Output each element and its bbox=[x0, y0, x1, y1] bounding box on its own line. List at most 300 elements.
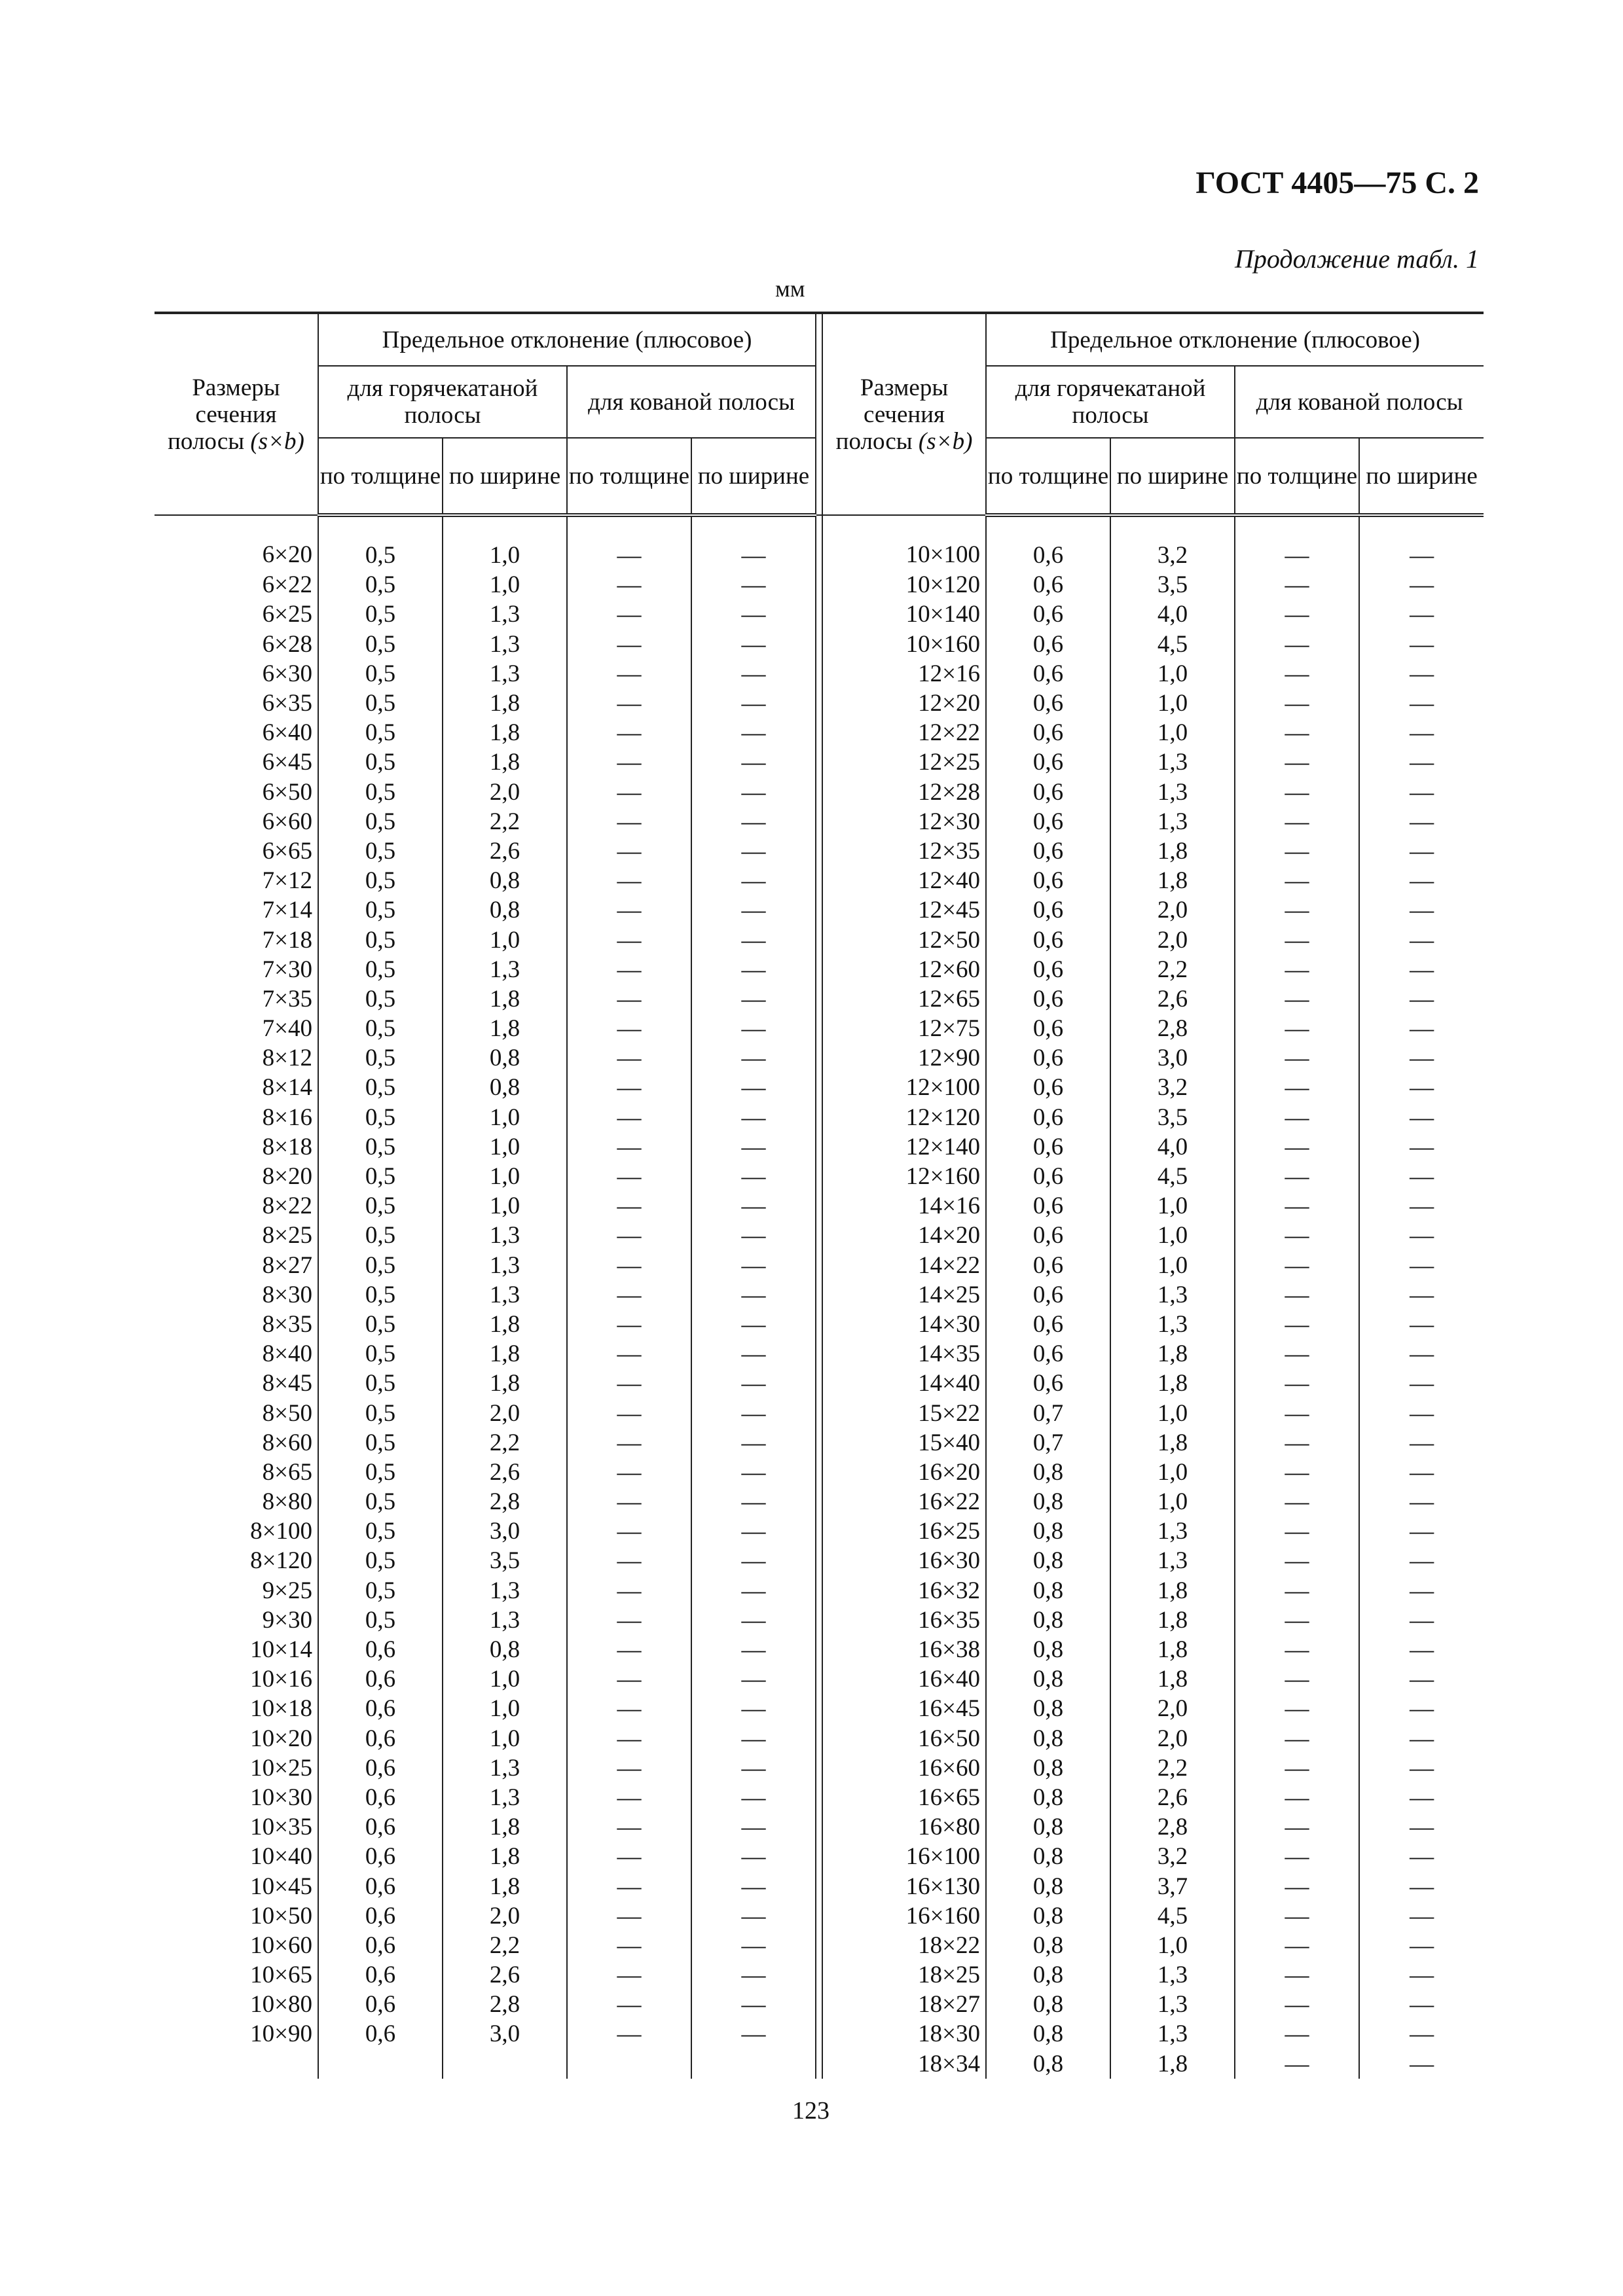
forged-width-cell: — bbox=[1359, 630, 1484, 659]
size-cell: 6×20 bbox=[262, 541, 312, 569]
hot-thickness-cell: 0,6 bbox=[986, 515, 1110, 570]
forged-width-cell: — bbox=[1359, 984, 1484, 1014]
forged-width-cell: — bbox=[691, 1931, 816, 1960]
hot-thickness-cell: 0,6 bbox=[318, 1901, 443, 1931]
forged-thickness-cell: — bbox=[1235, 1487, 1359, 1516]
hot-width-cell: 0,8 bbox=[443, 1635, 567, 1664]
forged-width-cell: — bbox=[1359, 1191, 1484, 1221]
hot-width-cell: 1,8 bbox=[1110, 1605, 1235, 1635]
forged-thickness-cell: — bbox=[567, 1635, 691, 1664]
hot-width-cell: 0,8 bbox=[443, 895, 567, 925]
hot-thickness-cell: 0,8 bbox=[986, 1753, 1110, 1783]
size-cell: 8×16 bbox=[262, 1103, 312, 1131]
table-row bbox=[155, 1931, 1484, 1960]
forged-thickness-cell: — bbox=[1235, 1724, 1359, 1753]
column-separator bbox=[816, 630, 822, 659]
column-separator bbox=[816, 515, 822, 570]
forged-thickness-cell: — bbox=[1235, 1605, 1359, 1635]
column-separator bbox=[816, 1694, 822, 1723]
forged-thickness-cell: — bbox=[567, 1043, 691, 1073]
size-cell: 8×25 bbox=[262, 1222, 312, 1249]
forged-thickness-cell: — bbox=[1235, 1931, 1359, 1960]
hot-thickness-cell: 0,5 bbox=[318, 1369, 443, 1398]
size-cell: 18×22 bbox=[822, 1931, 986, 1960]
forged-thickness-cell: — bbox=[567, 1576, 691, 1605]
hot-width-cell: 1,8 bbox=[1110, 1576, 1235, 1605]
size-cell: 16×35 bbox=[822, 1605, 986, 1635]
table-row bbox=[155, 689, 1484, 718]
hot-width-cell: 1,0 bbox=[443, 570, 567, 600]
table-row bbox=[155, 1487, 1484, 1516]
size-cell: 12×65 bbox=[822, 984, 986, 1014]
size-cell: 15×40 bbox=[822, 1428, 986, 1458]
hot-width-cell: 1,0 bbox=[443, 1694, 567, 1723]
table-row bbox=[155, 778, 1484, 807]
forged-thickness-cell: — bbox=[567, 515, 691, 570]
forged-thickness-cell: — bbox=[1235, 1458, 1359, 1487]
column-separator bbox=[816, 747, 822, 777]
hot-thickness-cell: 0,6 bbox=[986, 1339, 1110, 1369]
hot-thickness-cell: 0,6 bbox=[318, 1694, 443, 1723]
tolerance-header: Предельное отклонение (плюсовое) bbox=[986, 313, 1484, 366]
forged-width-cell: — bbox=[691, 1576, 816, 1605]
column-separator bbox=[816, 1073, 822, 1102]
hot-thickness-cell: 0,7 bbox=[986, 1398, 1110, 1427]
hot-width-cell: 2,6 bbox=[443, 1960, 567, 1990]
column-separator bbox=[816, 1990, 822, 2019]
size-cell: 10×30 bbox=[250, 1784, 312, 1811]
hot-width-cell: 1,8 bbox=[1110, 1339, 1235, 1369]
hot-width-cell: 1,0 bbox=[443, 1103, 567, 1132]
hot-thickness-cell: 0,6 bbox=[986, 659, 1110, 689]
hot-thickness-cell: 0,6 bbox=[318, 1960, 443, 1990]
hot-thickness-cell: 0,6 bbox=[986, 1221, 1110, 1250]
hot-thickness-cell: 0,6 bbox=[318, 1842, 443, 1871]
forged-width-cell: — bbox=[1359, 515, 1484, 570]
hot-thickness-cell: 0,5 bbox=[318, 1073, 443, 1102]
forged-thickness-cell: — bbox=[1235, 1990, 1359, 2019]
hot-thickness-cell: 0,6 bbox=[318, 1871, 443, 1901]
column-separator bbox=[816, 1664, 822, 1694]
forged-width-cell: — bbox=[1359, 1162, 1484, 1191]
hot-thickness-cell: 0,5 bbox=[318, 1191, 443, 1221]
column-separator bbox=[816, 313, 822, 515]
hot-width-cell: 2,6 bbox=[443, 836, 567, 866]
hot-thickness-cell: 0,6 bbox=[318, 1753, 443, 1783]
table-row bbox=[155, 1428, 1484, 1458]
forged-thickness-cell: — bbox=[567, 1162, 691, 1191]
hot-width-cell: 2,8 bbox=[443, 1487, 567, 1516]
column-separator bbox=[816, 1132, 822, 1162]
hot-thickness-cell: 0,5 bbox=[318, 1428, 443, 1458]
forged-thickness-cell: — bbox=[567, 1960, 691, 1990]
forged-thickness-cell: — bbox=[1235, 836, 1359, 866]
hot-thickness-cell: 0,5 bbox=[318, 689, 443, 718]
forged-width-cell: — bbox=[691, 925, 816, 954]
hot-width-cell: 3,2 bbox=[1110, 1842, 1235, 1871]
size-cell: 16×38 bbox=[822, 1635, 986, 1664]
hot-width-cell: 1,3 bbox=[443, 1576, 567, 1605]
hot-width-cell: 1,0 bbox=[443, 1162, 567, 1191]
hot-thickness-cell: 0,8 bbox=[986, 2019, 1110, 2049]
hot-width-cell: 1,0 bbox=[1110, 1191, 1235, 1221]
size-cell: 8×14 bbox=[262, 1074, 312, 1102]
forged-thickness-cell: — bbox=[1235, 984, 1359, 1014]
thickness-header: по толщине bbox=[1235, 438, 1359, 515]
size-cell: 10×80 bbox=[250, 1991, 312, 2018]
size-cell: 16×30 bbox=[822, 1546, 986, 1575]
forged-width-cell: — bbox=[691, 659, 816, 689]
forged-width-cell: — bbox=[1359, 1842, 1484, 1871]
forged-width-cell: — bbox=[691, 718, 816, 747]
forged-thickness-cell: — bbox=[1235, 1753, 1359, 1783]
forged-thickness-cell: — bbox=[567, 689, 691, 718]
hot-thickness-cell: 0,6 bbox=[986, 1014, 1110, 1043]
forged-width-cell: — bbox=[691, 1043, 816, 1073]
size-cell: 12×28 bbox=[822, 778, 986, 807]
hot-width-cell: 1,8 bbox=[443, 984, 567, 1014]
table-row bbox=[155, 1753, 1484, 1783]
forged-thickness-cell: — bbox=[1235, 1694, 1359, 1723]
forged-thickness-cell: — bbox=[1235, 570, 1359, 600]
forged-thickness-cell: — bbox=[1235, 1162, 1359, 1191]
size-cell: 8×50 bbox=[262, 1399, 312, 1427]
hot-width-cell: 1,0 bbox=[1110, 1221, 1235, 1250]
table-row bbox=[155, 1871, 1484, 1901]
forged-width-cell: — bbox=[691, 1162, 816, 1191]
forged-width-cell: — bbox=[1359, 570, 1484, 600]
forged-width-cell: — bbox=[1359, 718, 1484, 747]
hot-width-cell: 1,8 bbox=[443, 1871, 567, 1901]
size-cell: 12×120 bbox=[822, 1103, 986, 1132]
hot-thickness-cell: 0,6 bbox=[986, 1043, 1110, 1073]
column-separator bbox=[816, 1369, 822, 1398]
size-cell: 12×25 bbox=[822, 747, 986, 777]
forged-thickness-cell: — bbox=[567, 1783, 691, 1812]
forged-thickness-cell: — bbox=[567, 925, 691, 954]
forged-thickness-cell: — bbox=[1235, 630, 1359, 659]
forged-width-cell: — bbox=[691, 630, 816, 659]
column-separator bbox=[816, 1516, 822, 1546]
hot-width-cell: 1,8 bbox=[1110, 1664, 1235, 1694]
forged-width-cell: — bbox=[691, 778, 816, 807]
hot-width-cell: 1,3 bbox=[1110, 1280, 1235, 1310]
forged-width-cell: — bbox=[691, 1871, 816, 1901]
hot-width-cell: 1,8 bbox=[443, 1842, 567, 1871]
forged-thickness-cell: — bbox=[1235, 1871, 1359, 1901]
forged-header: для кованой полосы bbox=[567, 366, 816, 438]
forged-width-cell: — bbox=[1359, 600, 1484, 629]
hot-thickness-cell: 0,5 bbox=[318, 1339, 443, 1369]
hot-thickness-cell: 0,6 bbox=[986, 1310, 1110, 1339]
forged-width-cell: — bbox=[1359, 1428, 1484, 1458]
table-row bbox=[155, 1162, 1484, 1191]
hot-width-cell: 2,0 bbox=[443, 778, 567, 807]
forged-thickness-cell: — bbox=[1235, 718, 1359, 747]
forged-width-cell: — bbox=[691, 1398, 816, 1427]
size-cell: 8×40 bbox=[262, 1340, 312, 1368]
table-row bbox=[155, 515, 1484, 570]
size-cell: 8×35 bbox=[262, 1310, 312, 1338]
forged-thickness-cell: — bbox=[1235, 1635, 1359, 1664]
hot-thickness-cell bbox=[318, 2049, 443, 2079]
hot-thickness-cell: 0,5 bbox=[318, 955, 443, 984]
forged-thickness-cell: — bbox=[1235, 895, 1359, 925]
forged-width-cell: — bbox=[691, 1191, 816, 1221]
hot-width-cell: 1,8 bbox=[443, 1014, 567, 1043]
column-separator bbox=[816, 1043, 822, 1073]
table-row bbox=[155, 1694, 1484, 1723]
size-cell: 12×50 bbox=[822, 925, 986, 954]
forged-width-cell: — bbox=[1359, 747, 1484, 777]
size-cell: 10×160 bbox=[822, 630, 986, 659]
forged-width-cell: — bbox=[691, 747, 816, 777]
size-cell: 16×100 bbox=[822, 1842, 986, 1871]
hot-width-cell: 1,0 bbox=[1110, 1251, 1235, 1280]
width-header: по ширине bbox=[1359, 438, 1484, 515]
forged-width-cell: — bbox=[691, 1783, 816, 1812]
forged-width-cell: — bbox=[691, 1132, 816, 1162]
size-cell: 10×140 bbox=[822, 600, 986, 629]
hot-thickness-cell: 0,8 bbox=[986, 1487, 1110, 1516]
hot-width-cell: 0,8 bbox=[443, 1073, 567, 1102]
forged-header: для кованой полосы bbox=[1235, 366, 1484, 438]
hot-width-cell: 3,0 bbox=[443, 1516, 567, 1546]
forged-width-cell: — bbox=[691, 1251, 816, 1280]
forged-thickness-cell: — bbox=[567, 1221, 691, 1250]
size-cell: 18×27 bbox=[822, 1990, 986, 2019]
table-continuation-label: Продолжение табл. 1 bbox=[1234, 244, 1479, 274]
hot-thickness-cell: 0,8 bbox=[986, 1812, 1110, 1842]
hot-width-cell: 1,0 bbox=[1110, 1931, 1235, 1960]
tolerance-header: Предельное отклонение (плюсовое) bbox=[318, 313, 816, 366]
forged-thickness-cell: — bbox=[567, 1132, 691, 1162]
hot-thickness-cell: 0,5 bbox=[318, 836, 443, 866]
size-cell: 16×60 bbox=[822, 1753, 986, 1783]
size-cell: 6×65 bbox=[262, 837, 312, 865]
forged-thickness-cell: — bbox=[567, 570, 691, 600]
forged-thickness-cell: — bbox=[1235, 1280, 1359, 1310]
forged-thickness-cell: — bbox=[567, 1310, 691, 1339]
hot-thickness-cell: 0,5 bbox=[318, 659, 443, 689]
forged-thickness-cell: — bbox=[1235, 955, 1359, 984]
width-header: по ширине bbox=[443, 438, 567, 515]
size-cell: 10×20 bbox=[250, 1725, 312, 1752]
hot-width-cell: 1,8 bbox=[1110, 866, 1235, 895]
forged-thickness-cell: — bbox=[1235, 1014, 1359, 1043]
hot-thickness-cell: 0,6 bbox=[986, 1191, 1110, 1221]
hot-thickness-cell: 0,8 bbox=[986, 1458, 1110, 1487]
hot-width-cell: 4,0 bbox=[1110, 600, 1235, 629]
hot-width-cell: 1,3 bbox=[443, 1605, 567, 1635]
document-title: ГОСТ 4405—75 С. 2 bbox=[1195, 166, 1479, 200]
size-cell: 18×34 bbox=[822, 2049, 986, 2079]
forged-width-cell: — bbox=[1359, 807, 1484, 836]
forged-thickness-cell: — bbox=[1235, 2019, 1359, 2049]
size-cell: 7×35 bbox=[262, 985, 312, 1013]
size-cell: 14×22 bbox=[822, 1251, 986, 1280]
hot-thickness-cell: 0,5 bbox=[318, 778, 443, 807]
hot-width-cell: 1,0 bbox=[443, 1664, 567, 1694]
table-row bbox=[155, 1132, 1484, 1162]
forged-thickness-cell: — bbox=[567, 866, 691, 895]
forged-thickness-cell: — bbox=[567, 1871, 691, 1901]
hot-thickness-cell: 0,5 bbox=[318, 1487, 443, 1516]
hot-width-cell: 1,0 bbox=[443, 1132, 567, 1162]
forged-thickness-cell: — bbox=[567, 1842, 691, 1871]
hot-width-cell: 1,0 bbox=[1110, 1487, 1235, 1516]
hot-width-cell: 0,8 bbox=[443, 1043, 567, 1073]
column-separator bbox=[816, 1546, 822, 1575]
column-separator bbox=[816, 1310, 822, 1339]
table-row bbox=[155, 984, 1484, 1014]
hot-thickness-cell: 0,6 bbox=[986, 718, 1110, 747]
table-body bbox=[155, 515, 1484, 2079]
forged-thickness-cell: — bbox=[1235, 1576, 1359, 1605]
forged-width-cell: — bbox=[691, 1960, 816, 1990]
hot-thickness-cell: 0,6 bbox=[986, 955, 1110, 984]
forged-width-cell: — bbox=[1359, 1694, 1484, 1723]
hot-thickness-cell: 0,5 bbox=[318, 1043, 443, 1073]
size-cell: 16×50 bbox=[822, 1724, 986, 1753]
forged-thickness-cell: — bbox=[567, 1428, 691, 1458]
size-cell: 14×16 bbox=[822, 1191, 986, 1221]
hot-width-cell: 1,3 bbox=[443, 1280, 567, 1310]
forged-width-cell: — bbox=[691, 689, 816, 718]
forged-thickness-cell: — bbox=[1235, 1428, 1359, 1458]
forged-thickness-cell: — bbox=[567, 1724, 691, 1753]
forged-width-cell: — bbox=[1359, 1576, 1484, 1605]
hot-width-cell: 2,0 bbox=[1110, 925, 1235, 954]
forged-width-cell: — bbox=[691, 1428, 816, 1458]
size-cell: 16×160 bbox=[822, 1901, 986, 1931]
hot-width-cell: 1,0 bbox=[443, 515, 567, 570]
hot-width-cell: 1,8 bbox=[1110, 1369, 1235, 1398]
forged-width-cell: — bbox=[1359, 778, 1484, 807]
table-row bbox=[155, 1398, 1484, 1427]
column-separator bbox=[816, 1339, 822, 1369]
forged-width-cell: — bbox=[1359, 1871, 1484, 1901]
forged-thickness-cell: — bbox=[567, 659, 691, 689]
hot-width-cell: 1,8 bbox=[443, 1339, 567, 1369]
hot-thickness-cell: 0,5 bbox=[318, 984, 443, 1014]
size-cell: 8×27 bbox=[262, 1251, 312, 1279]
hot-thickness-cell: 0,5 bbox=[318, 1398, 443, 1427]
hot-thickness-cell: 0,5 bbox=[318, 1132, 443, 1162]
forged-width-cell: — bbox=[1359, 1664, 1484, 1694]
forged-thickness-cell: — bbox=[1235, 1664, 1359, 1694]
forged-width-cell: — bbox=[691, 1369, 816, 1398]
forged-width-cell: — bbox=[1359, 955, 1484, 984]
hot-width-cell: 4,5 bbox=[1110, 630, 1235, 659]
forged-width-cell: — bbox=[1359, 895, 1484, 925]
size-cell: 7×40 bbox=[262, 1015, 312, 1043]
table-row bbox=[155, 1605, 1484, 1635]
forged-thickness-cell bbox=[567, 2049, 691, 2079]
forged-thickness-cell: — bbox=[1235, 659, 1359, 689]
hot-width-cell: 1,8 bbox=[443, 1812, 567, 1842]
hot-thickness-cell: 0,6 bbox=[318, 1783, 443, 1812]
column-separator bbox=[816, 1251, 822, 1280]
forged-width-cell: — bbox=[691, 866, 816, 895]
forged-width-cell: — bbox=[1359, 1901, 1484, 1931]
table-row bbox=[155, 1516, 1484, 1546]
table-row bbox=[155, 1339, 1484, 1369]
column-separator bbox=[816, 2019, 822, 2049]
table-row bbox=[155, 925, 1484, 954]
forged-width-cell: — bbox=[691, 1842, 816, 1871]
hot-thickness-cell: 0,6 bbox=[986, 1103, 1110, 1132]
size-cell: 16×20 bbox=[822, 1458, 986, 1487]
forged-width-cell: — bbox=[1359, 1369, 1484, 1398]
forged-width-cell: — bbox=[1359, 1516, 1484, 1546]
forged-width-cell: — bbox=[691, 1635, 816, 1664]
hot-thickness-cell: 0,8 bbox=[986, 1546, 1110, 1575]
table-row bbox=[155, 1458, 1484, 1487]
hot-width-cell: 1,3 bbox=[1110, 2019, 1235, 2049]
hot-thickness-cell: 0,6 bbox=[986, 866, 1110, 895]
hot-thickness-cell: 0,6 bbox=[318, 1664, 443, 1694]
forged-thickness-cell: — bbox=[1235, 1398, 1359, 1427]
hot-width-cell: 4,5 bbox=[1110, 1162, 1235, 1191]
hot-thickness-cell: 0,5 bbox=[318, 1280, 443, 1310]
forged-width-cell: — bbox=[691, 1694, 816, 1723]
size-cell: 12×16 bbox=[822, 659, 986, 689]
column-separator bbox=[816, 1871, 822, 1901]
forged-width-cell: — bbox=[1359, 2049, 1484, 2079]
column-separator bbox=[816, 1576, 822, 1605]
size-cell: 7×12 bbox=[262, 867, 312, 895]
forged-width-cell: — bbox=[1359, 1487, 1484, 1516]
column-separator bbox=[816, 1458, 822, 1487]
column-separator bbox=[816, 1931, 822, 1960]
hot-thickness-cell: 0,6 bbox=[986, 630, 1110, 659]
size-cell: 7×18 bbox=[262, 926, 312, 954]
table-row bbox=[155, 1191, 1484, 1221]
forged-thickness-cell: — bbox=[567, 895, 691, 925]
hot-thickness-cell: 0,6 bbox=[986, 1132, 1110, 1162]
forged-thickness-cell: — bbox=[567, 1191, 691, 1221]
size-cell: 14×35 bbox=[822, 1339, 986, 1369]
size-cell: 8×60 bbox=[262, 1429, 312, 1456]
unit-label: мм bbox=[775, 276, 805, 302]
table-row bbox=[155, 1043, 1484, 1073]
hot-thickness-cell: 0,6 bbox=[986, 925, 1110, 954]
hot-width-cell: 2,0 bbox=[1110, 1694, 1235, 1723]
hot-thickness-cell: 0,5 bbox=[318, 630, 443, 659]
forged-thickness-cell: — bbox=[567, 1990, 691, 2019]
column-separator bbox=[816, 778, 822, 807]
forged-width-cell: — bbox=[691, 1221, 816, 1250]
forged-thickness-cell: — bbox=[1235, 747, 1359, 777]
forged-thickness-cell: — bbox=[1235, 778, 1359, 807]
hot-thickness-cell: 0,8 bbox=[986, 1990, 1110, 2019]
forged-thickness-cell: — bbox=[567, 955, 691, 984]
hot-thickness-cell: 0,8 bbox=[986, 1724, 1110, 1753]
column-separator bbox=[816, 1103, 822, 1132]
hot-thickness-cell: 0,6 bbox=[318, 1990, 443, 2019]
size-cell: 10×60 bbox=[250, 1931, 312, 1959]
forged-width-cell: — bbox=[1359, 1635, 1484, 1664]
size-cell bbox=[155, 2049, 318, 2079]
forged-width-cell: — bbox=[1359, 1103, 1484, 1132]
size-cell: 18×30 bbox=[822, 2019, 986, 2049]
hot-width-cell: 2,6 bbox=[1110, 1783, 1235, 1812]
size-cell: 9×30 bbox=[262, 1606, 312, 1634]
size-cell: 12×30 bbox=[822, 807, 986, 836]
forged-thickness-cell: — bbox=[1235, 689, 1359, 718]
hot-thickness-cell: 0,6 bbox=[986, 570, 1110, 600]
